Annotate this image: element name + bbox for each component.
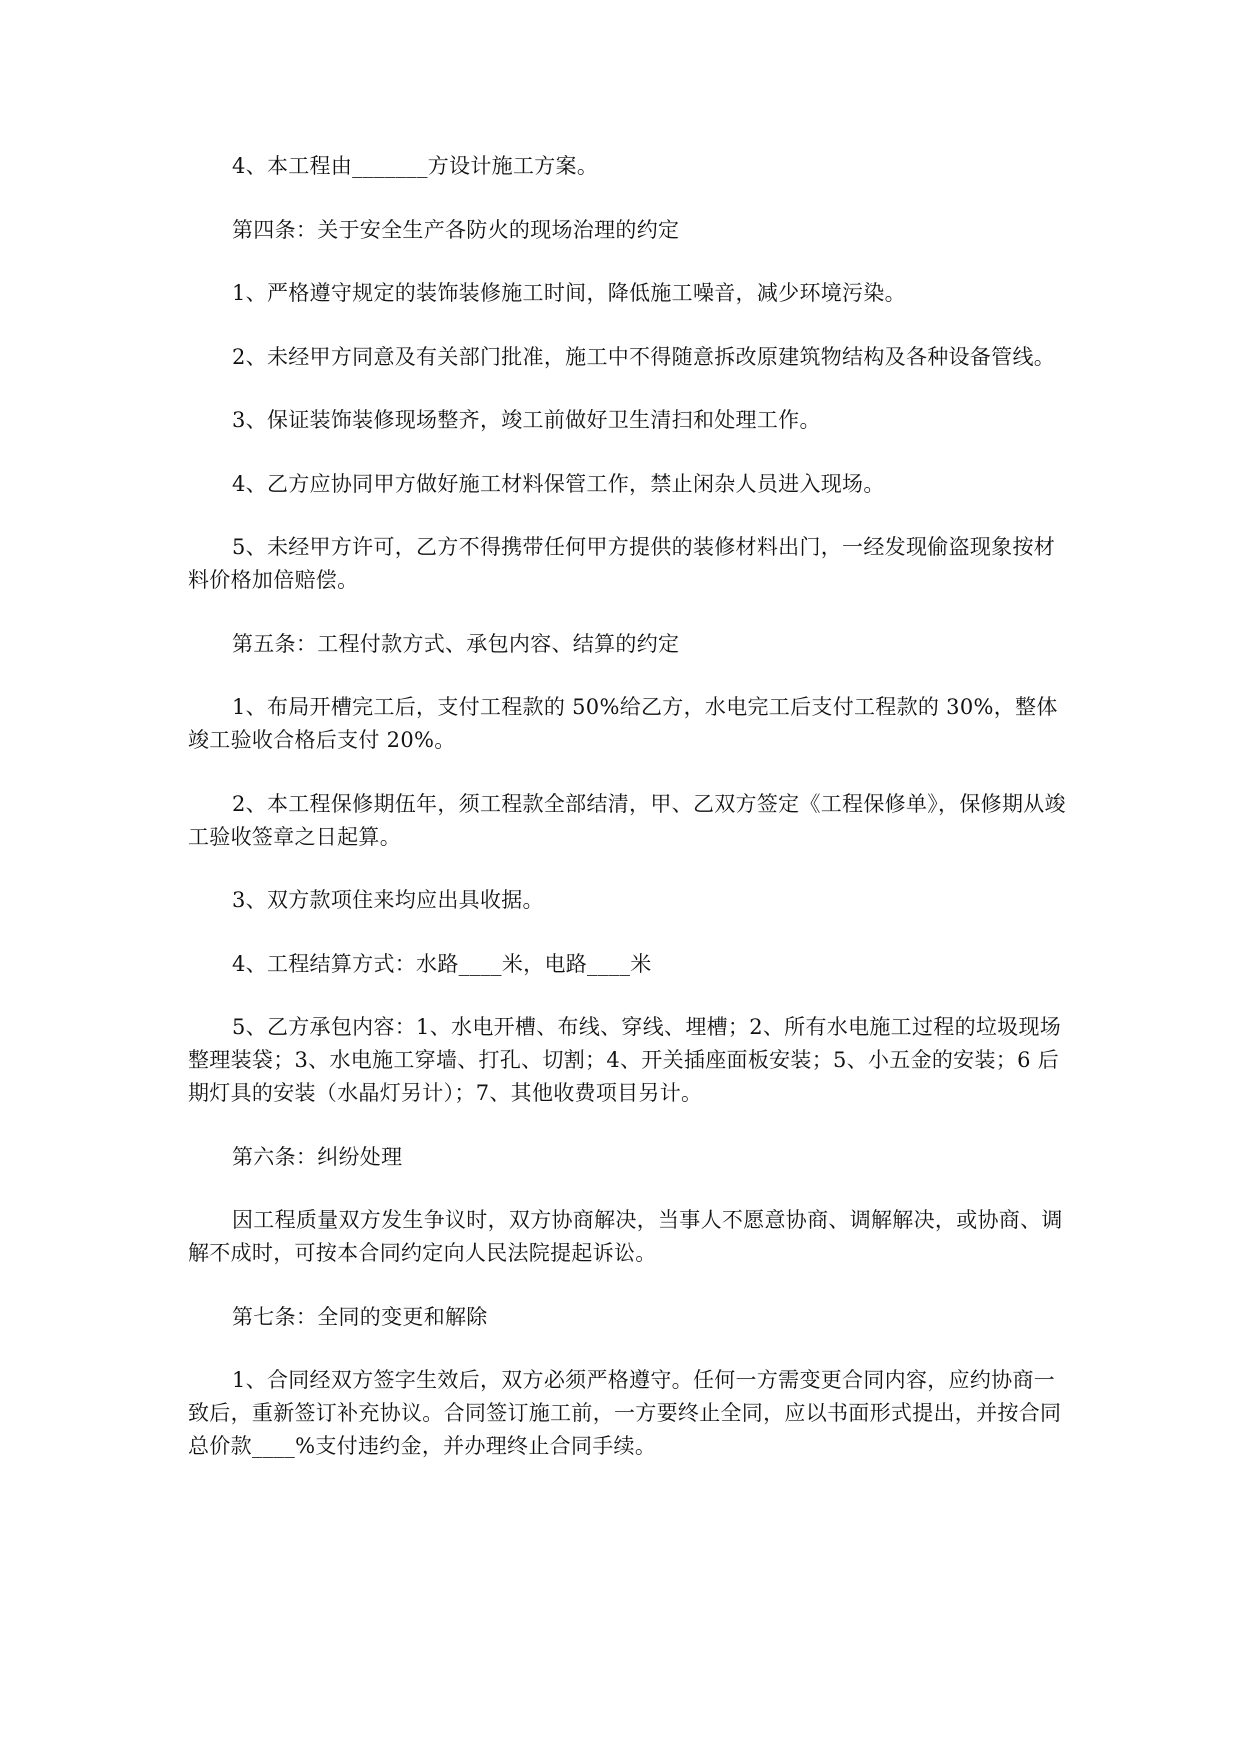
paragraph-payment-schedule: 1、布局开槽完工后，支付工程款的 50%给乙方，水电完工后支付工程款的 30%，整体竣工验收合格后支付 20%。	[188, 695, 1058, 752]
paragraph-clause-3-cleanup: 3、保证装饰装修现场整齐，竣工前做好卫生清扫和处理工作。	[232, 408, 821, 432]
paragraph-clause-5-theft: 5、未经甲方许可，乙方不得携带任何甲方提供的装修材料出门，一经发现偷盗现象按材料价格加倍赔偿。	[188, 535, 1056, 592]
section-heading-article-6: 第六条：纠纷处理	[232, 1144, 403, 1169]
section-heading-article-5: 第五条：工程付款方式、承包内容、结算的约定	[232, 631, 680, 656]
paragraph-clause-2-structure: 2、未经甲方同意及有关部门批准，施工中不得随意拆改原建筑物结构及各种设备管线。	[232, 344, 1056, 369]
section-heading-article-7: 第七条：全同的变更和解除	[232, 1304, 488, 1329]
document-page	[188, 150, 1068, 1494]
section-heading-article-4: 第四条：关于安全生产各防火的现场治理的约定	[232, 217, 680, 242]
paragraph-clause-1-noise: 1、严格遵守规定的装饰装修施工时间，降低施工噪音，减少环境污染。	[232, 281, 906, 305]
paragraph-settlement-method: 4、工程结算方式：水路____米，电路____米	[232, 951, 652, 976]
paragraph-contract-change: 1、合同经双方签字生效后，双方必须严格遵守。任何一方需变更合同内容，应约协商一致后，重新签订补充协议。合同签订施工前，一方要终止全同，应以书面形式提出，并按合同总价款____%支付违约金，并办理终止合同手续。	[188, 1368, 1062, 1458]
paragraph-dispute-resolution: 因工程质量双方发生争议时，双方协商解决，当事人不愿意协商、调解解决，或协商、调解不成时，可按本合同约定向人民法院提起诉讼。	[188, 1208, 1063, 1265]
paragraph-item-4-design: 4、本工程由_______方设计施工方案。	[232, 154, 599, 178]
paragraph-warranty: 2、本工程保修期伍年，须工程款全部结清，甲、乙双方签定《工程保修单》，保修期从竣工验收签章之日起算。	[188, 791, 1066, 849]
paragraph-clause-4-materials: 4、乙方应协同甲方做好施工材料保管工作，禁止闲杂人员进入现场。	[232, 471, 885, 496]
paragraph-contract-scope: 5、乙方承包内容：1、水电开槽、布线、穿线、埋槽；2、所有水电施工过程的垃圾现场整理装袋；3、水电施工穿墙、打孔、切割；4、开关插座面板安装；5、小五金的安装；6 后期灯具的安装（水晶灯另计）；7、其他收费项目另计。	[188, 1015, 1062, 1105]
paragraph-receipts: 3、双方款项住来均应出具收据。	[232, 888, 544, 912]
